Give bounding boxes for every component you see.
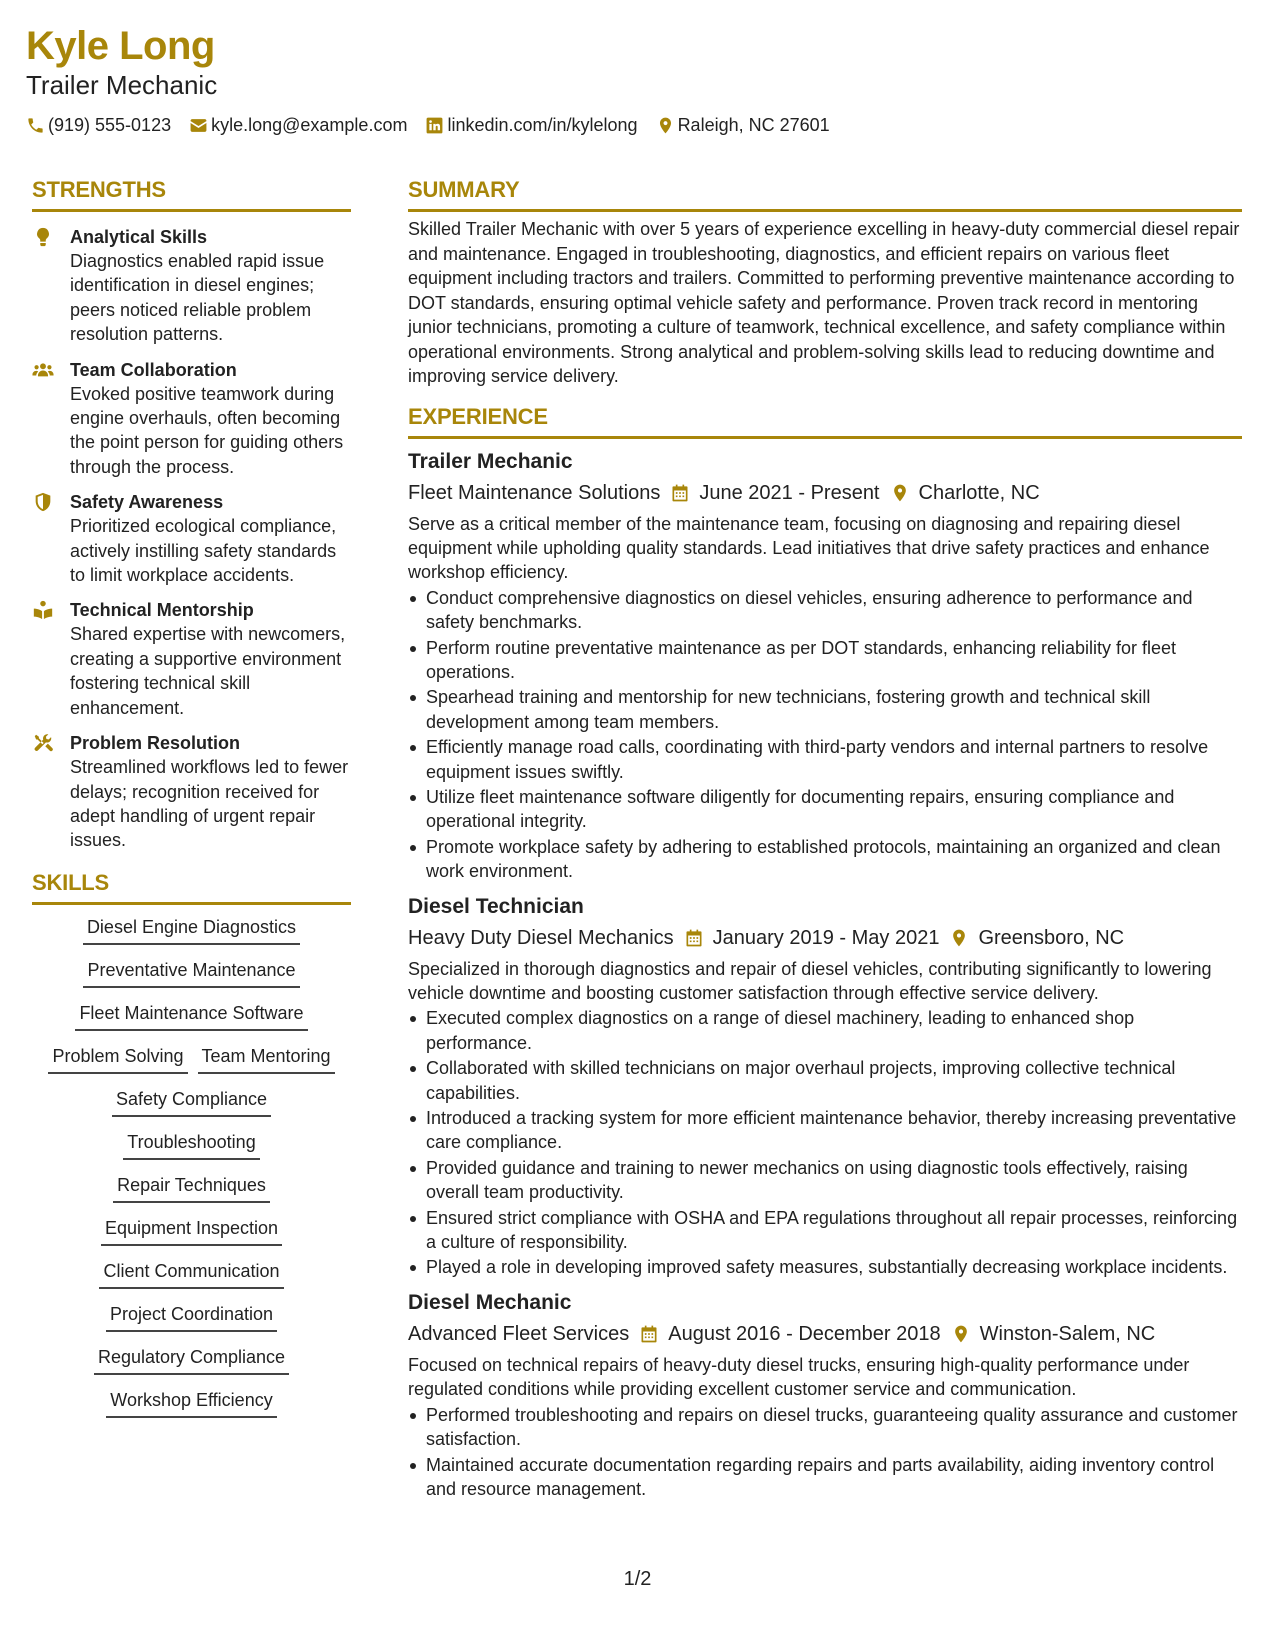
candidate-title: Trailer Mechanic: [26, 70, 218, 100]
job-description: Serve as a critical member of the maintenance team, focusing on diagnosing and repairing diesel equipment while upholding quality standards. Lead initiatives that drive safety practices and enhance workshop efficiency.: [408, 513, 1210, 583]
job-location: Charlotte, NC: [918, 481, 1040, 504]
strength-heading: Analytical Skills: [70, 227, 208, 247]
bullet-item: Introduced a tracking system for more efficient maintenance behavior, thereby increasing preventative care compliance.: [408, 1106, 1242, 1155]
bullet-item: Executed complex diagnostics on a range of diesel machinery, leading to enhanced shop performance.: [408, 1006, 1242, 1055]
strength-text: Prioritized ecological compliance, actively instilling safety standards to limit workplace accidents.: [70, 516, 337, 586]
bullet-item: Perform routine preventative maintenance as per DOT standards, enhancing reliability for fleet operations.: [408, 636, 1242, 685]
book-reader-icon: [32, 599, 54, 621]
job-title: Diesel Mechanic: [408, 1290, 572, 1314]
skills-list: [32, 915, 351, 1431]
skills-heading: SKILLS: [32, 868, 351, 905]
left-column: [32, 175, 351, 1431]
job-location: Greensboro, NC: [978, 926, 1125, 949]
bullet-item: Utilize fleet maintenance software diligently for documenting repairs, ensuring compliance and operational integrity.: [408, 785, 1242, 834]
shield-icon: [32, 491, 54, 513]
linkedin-text: linkedin.com/in/kylelong: [447, 115, 638, 135]
job-title: Trailer Mechanic: [408, 449, 573, 473]
job-entry: [408, 449, 1242, 884]
skill-tag: Preventative Maintenance: [83, 958, 299, 988]
job-meta: [408, 925, 1242, 951]
strength-item: [32, 731, 351, 853]
resume-header: [26, 22, 1246, 136]
job-entry: [408, 1290, 1242, 1501]
strength-item: [32, 225, 351, 347]
job-bullets: [408, 1006, 1242, 1279]
skill-tag: Troubleshooting: [123, 1130, 259, 1160]
skill-tag: Team Mentoring: [198, 1044, 335, 1074]
job-description: Specialized in thorough diagnostics and repair of diesel vehicles, contributing significantly to lowering vehicle downtime and boosting customer satisfaction through effective service delivery.: [408, 958, 1212, 1003]
job-bullets: [408, 1403, 1242, 1502]
skill-tag: Diesel Engine Diagnostics: [83, 915, 300, 945]
calendar-icon: [670, 483, 690, 503]
job-dates: August 2016 - December 2018: [668, 1322, 941, 1345]
phone-text: (919) 555-0123: [48, 115, 172, 135]
experience-heading: EXPERIENCE: [408, 402, 1242, 439]
company-name: Advanced Fleet Services: [408, 1322, 630, 1345]
skill-tag: Fleet Maintenance Software: [75, 1001, 307, 1031]
skill-tag: Client Communication: [99, 1259, 283, 1289]
summary-heading: SUMMARY: [408, 175, 1242, 212]
bullet-item: Conduct comprehensive diagnostics on diesel vehicles, ensuring adherence to performance and safety benchmarks.: [408, 586, 1242, 635]
page-number: 1/2: [623, 1568, 652, 1590]
users-icon: [32, 359, 54, 381]
strength-text: Shared expertise with newcomers, creating a supportive environment fostering technical skill enhancement.: [70, 624, 346, 718]
skill-tag: Workshop Efficiency: [106, 1388, 276, 1418]
job-meta: [408, 480, 1242, 506]
job-entry: [408, 894, 1242, 1280]
skill-tag: Problem Solving: [48, 1044, 187, 1074]
contact-bar: [26, 114, 1246, 136]
strength-text: Streamlined workflows led to fewer delays; recognition received for adept handling of urgent repair issues.: [70, 757, 349, 851]
company-name: Fleet Maintenance Solutions: [408, 481, 661, 504]
bullet-item: Spearhead training and mentorship for new technicians, fostering growth and technical skill development among team members.: [408, 685, 1242, 734]
bullet-item: Efficiently manage road calls, coordinating with third-party vendors and internal partners to resolve equipment issues swiftly.: [408, 735, 1242, 784]
lightbulb-icon: [32, 226, 54, 248]
bullet-item: Promote workplace safety by adhering to established protocols, maintaining an organized and clean work environment.: [408, 835, 1242, 884]
contact-email[interactable]: [189, 114, 407, 136]
map-marker-icon: [890, 483, 910, 503]
job-location: Winston-Salem, NC: [979, 1322, 1156, 1345]
contact-location: [656, 114, 830, 136]
job-title: Diesel Technician: [408, 894, 584, 918]
bullet-item: Provided guidance and training to newer mechanics on using diagnostic tools effectively, raising overall team productivity.: [408, 1156, 1242, 1205]
skill-tag: Equipment Inspection: [101, 1216, 282, 1246]
contact-phone[interactable]: [26, 114, 171, 136]
strengths-heading: STRENGTHS: [32, 175, 351, 212]
job-dates: June 2021 - Present: [699, 481, 880, 504]
right-column: [408, 175, 1242, 1502]
map-marker-icon: [951, 1324, 971, 1344]
strengths-list: [32, 225, 351, 853]
map-marker-icon: [949, 928, 969, 948]
bullet-item: Maintained accurate documentation regarding repairs and parts availability, aiding inventory control and resource management.: [408, 1453, 1242, 1502]
calendar-icon: [684, 928, 704, 948]
job-dates: January 2019 - May 2021: [712, 926, 940, 949]
candidate-name: Kyle Long: [26, 24, 215, 68]
phone-icon: [26, 116, 45, 135]
job-meta: [408, 1321, 1242, 1347]
strength-text: Diagnostics enabled rapid issue identification in diesel engines; peers noticed reliable problem resolution patterns.: [70, 251, 325, 345]
bullet-item: Ensured strict compliance with OSHA and EPA regulations throughout all repair processes, reinforcing a culture of responsibility.: [408, 1206, 1242, 1255]
skill-tag: Safety Compliance: [112, 1087, 271, 1117]
strength-item: [32, 490, 351, 587]
contact-linkedin[interactable]: [425, 114, 637, 136]
linkedin-icon: [425, 116, 444, 135]
summary-text: Skilled Trailer Mechanic with over 5 years of experience excelling in heavy-duty commercial diesel repair and maintenance. Engaged in troubleshooting, diagnostics, and efficient repairs on various fleet equipment including tractors and trailers. Committed to performing preventive maintenance according to DOT standards, ensuring optimal vehicle safety and performance. Proven track record in mentoring junior technicians, promoting a culture of teamwork, technical excellence, and safety compliance within operational environments. Strong analytical and problem-solving skills lead to reducing downtime and improving service delivery.: [408, 219, 1240, 386]
strength-heading: Safety Awareness: [70, 492, 224, 513]
strength-heading: Team Collaboration: [70, 359, 237, 380]
bullet-item: Performed troubleshooting and repairs on diesel trucks, guaranteeing quality assurance and customer satisfaction.: [408, 1403, 1242, 1452]
skill-tag: Project Coordination: [106, 1302, 277, 1332]
email-text: kyle.long@example.com: [211, 115, 408, 135]
experience-section: [408, 402, 1242, 1502]
skill-tag: Repair Techniques: [113, 1173, 270, 1203]
map-marker-icon: [656, 116, 675, 135]
location-text: Raleigh, NC 27601: [677, 115, 830, 135]
envelope-icon: [189, 116, 208, 135]
skill-tag: Regulatory Compliance: [94, 1345, 289, 1375]
calendar-icon: [639, 1324, 659, 1344]
tools-icon: [32, 732, 54, 754]
job-bullets: [408, 586, 1242, 884]
strength-heading: Technical Mentorship: [70, 600, 254, 621]
company-name: Heavy Duty Diesel Mechanics: [408, 926, 674, 949]
strength-text: Evoked positive teamwork during engine overhauls, often becoming the point person for guiding others through the process.: [70, 383, 344, 477]
skills-section: [32, 868, 351, 1431]
bullet-item: Played a role in developing improved safety measures, substantially decreasing workplace incidents.: [408, 1255, 1242, 1279]
bullet-item: Collaborated with skilled technicians on major overhaul projects, improving collective technical capabilities.: [408, 1056, 1242, 1105]
job-description: Focused on technical repairs of heavy-duty diesel trucks, ensuring high-quality performance under regulated conditions while providing excellent customer service and communication.: [408, 1354, 1190, 1400]
strength-item: [32, 358, 351, 480]
strength-heading: Problem Resolution: [70, 733, 241, 754]
strength-item: [32, 598, 351, 720]
